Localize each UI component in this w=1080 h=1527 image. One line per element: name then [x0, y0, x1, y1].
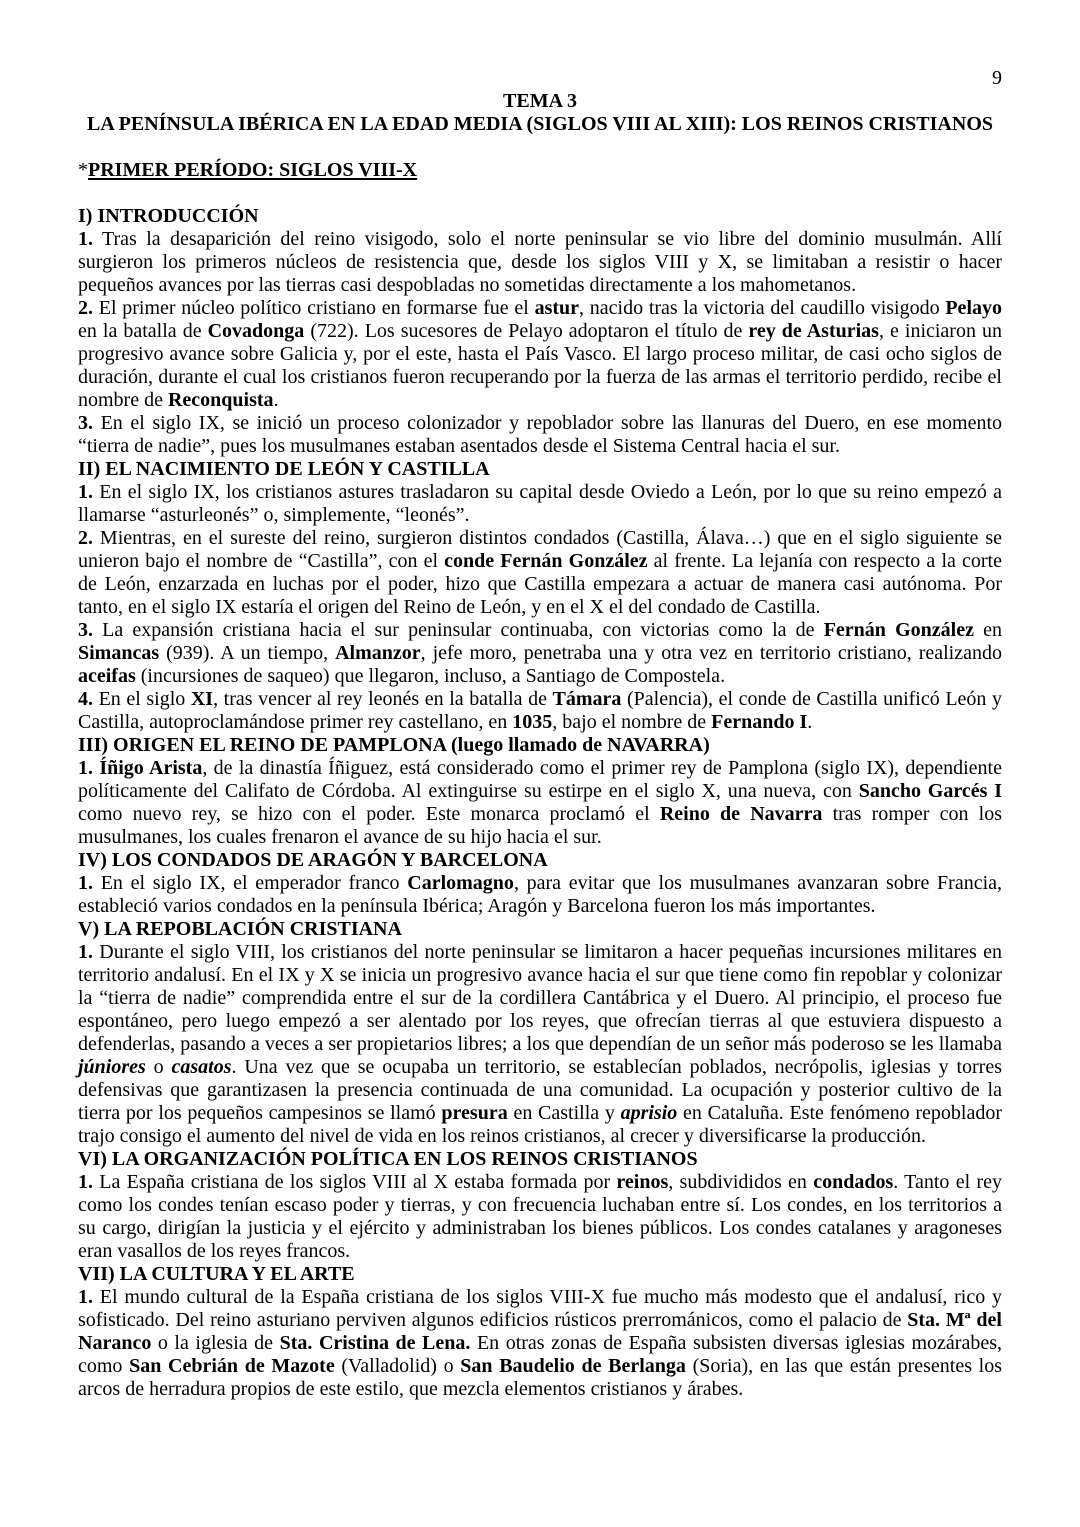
- section-introduccion: [78, 205, 1002, 458]
- key-term: rey de Asturias: [748, 320, 879, 342]
- paragraph-number: 3.: [78, 412, 93, 434]
- paragraph-number: 1.: [78, 757, 93, 779]
- page-title: LA PENÍNSULA IBÉRICA EN LA EDAD MEDIA (SIGLOS VIII AL XIII): LOS REINOS CRISTIANOS: [87, 113, 993, 135]
- paragraph-text: (incursiones de saqueo) que llegaron, incluso, a Santiago de Compostela.: [135, 665, 726, 687]
- section-organizacion-politica: [78, 1148, 1002, 1263]
- paragraph-text: (Valladolid) o: [334, 1355, 461, 1377]
- key-term-italic: júniores: [78, 1056, 146, 1078]
- key-term: Fernán González: [823, 619, 974, 641]
- key-term-italic: casatos: [171, 1056, 232, 1078]
- paragraph-text: , de la dinastía Íñiguez, está considerado como el primer rey de Pamplona (siglo IX), dependiente políticamente del Califato de Córdoba. Al extinguirse su estirpe en el siglo X, una nueva, con: [78, 757, 1002, 802]
- paragraph-text: o: [145, 1056, 172, 1078]
- paragraph-number: 1.: [78, 1171, 93, 1193]
- section-heading-repoblacion: V) LA REPOBLACIÓN CRISTIANA: [78, 918, 402, 940]
- key-term: San Cebrián de Mazote: [129, 1355, 335, 1377]
- paragraph: [78, 527, 1002, 619]
- paragraph-text: en la batalla de: [78, 320, 208, 342]
- key-term: San Baudelio de Berlanga: [460, 1355, 686, 1377]
- paragraph-text: La expansión cristiana hacia el sur peninsular continuaba, con victorias como la de: [93, 619, 824, 641]
- paragraph-text: En otras zonas de España subsisten diversas iglesias mozárabes, como: [78, 1332, 1002, 1377]
- page-number: 9: [992, 67, 1002, 89]
- period-marker: *: [78, 159, 88, 181]
- key-term: Sta. Mª del Naranco: [78, 1309, 1002, 1354]
- section-cultura-arte: [78, 1263, 1002, 1401]
- key-term: Carlomagno: [407, 872, 514, 894]
- paragraph-number: 1.: [78, 1286, 93, 1308]
- key-term: Pelayo: [945, 297, 1002, 319]
- paragraph-text: (722). Los sucesores de Pelayo adoptaron el título de: [304, 320, 749, 342]
- period-heading: [78, 159, 1002, 182]
- paragraph-text: .: [807, 711, 813, 733]
- section-repoblacion: [78, 918, 1002, 1148]
- paragraph-text: En el siglo IX, los cristianos astures trasladaron su capital desde Oviedo a León, por lo que su reino empezó a llamarse “asturleonés” o, simplemente, “leonés”.: [78, 481, 1002, 526]
- section-heading-organizacion-politica: VI) LA ORGANIZACIÓN POLÍTICA EN LOS REINOS CRISTIANOS: [78, 1148, 698, 1170]
- key-term: Támara: [552, 688, 622, 710]
- paragraph-text: , nacido tras la victoria del caudillo visigodo: [579, 297, 946, 319]
- document-body: [78, 90, 1002, 1401]
- paragraph-text: En el siglo: [93, 688, 191, 710]
- paragraph-text: como nuevo rey, se hizo con el poder. Este monarca proclamó el: [78, 803, 660, 825]
- paragraph: [78, 1286, 1002, 1401]
- section-aragon-barcelona: [78, 849, 1002, 918]
- paragraph-text: , bajo el nombre de: [552, 711, 712, 733]
- paragraph-text: , para evitar que los musulmanes avanzaran sobre Francia, estableció varios condados en la península Ibérica; Aragón y Barcelona fueron los más importantes.: [78, 872, 1003, 917]
- paragraph: [78, 412, 1002, 458]
- key-term: Reino de Navarra: [659, 803, 823, 825]
- paragraph-text: En el siglo IX, el emperador franco: [93, 872, 408, 894]
- paragraph-text: . Una vez que se ocupaba un territorio, se establecían poblados, necrópolis, iglesias y torres defensivas que garantizasen la presencia continuada de una comunidad. La ocupación y posterior cultivo de la tierra por los pequeños campesinos se llamó: [78, 1056, 1002, 1124]
- key-term: Íñigo Arista: [93, 757, 203, 779]
- section-heading-cultura-arte: VII) LA CULTURA Y EL ARTE: [78, 1263, 355, 1285]
- key-term: reinos: [616, 1171, 669, 1193]
- paragraph-text: tras romper con los musulmanes, los cuales frenaron el avance de su hijo hacia el sur.: [78, 803, 1002, 848]
- paragraph-text: , subdivididos en: [668, 1171, 814, 1193]
- paragraph: [78, 228, 1002, 297]
- topic-label: TEMA 3: [503, 90, 577, 112]
- section-heading-aragon-barcelona: IV) LOS CONDADOS DE ARAGÓN Y BARCELONA: [78, 849, 548, 871]
- paragraph-text: (Palencia), el conde de Castilla unificó León y Castilla, autoproclamándose primer rey castellano, en: [78, 688, 1002, 733]
- key-term: Fernando I: [711, 711, 808, 733]
- key-term: presura: [441, 1102, 508, 1124]
- paragraph: [78, 619, 1002, 688]
- key-term: Sta. Cristina de Lena.: [279, 1332, 471, 1354]
- paragraph: [78, 872, 1002, 918]
- key-term: astur: [534, 297, 580, 319]
- key-term: condados: [813, 1171, 894, 1193]
- paragraph-number: 2.: [78, 297, 93, 319]
- paragraph-number: 1.: [78, 941, 93, 963]
- paragraph-text: en: [973, 619, 1002, 641]
- paragraph-text: En el siglo IX, se inició un proceso colonizador y repoblador sobre las llanuras del Duero, en ese momento “tierra de nadie”, pues los musulmanes estaban asentados desde el Sistema Central hacia el sur.: [78, 412, 1002, 457]
- paragraph-text: (939). A un tiempo,: [159, 642, 336, 664]
- key-term: 1035: [512, 711, 553, 733]
- paragraph-text: La España cristiana de los siglos VIII al X estaba formada por: [93, 1171, 617, 1193]
- paragraph-number: 3.: [78, 619, 93, 641]
- paragraph-text: , tras vencer al rey leonés en la batalla de: [213, 688, 553, 710]
- section-pamplona: [78, 734, 1002, 849]
- paragraph: [78, 941, 1002, 1148]
- key-term: Sancho Garcés I: [858, 780, 1002, 802]
- section-heading-introduccion: I) INTRODUCCIÓN: [78, 205, 259, 227]
- key-term: aceifas: [78, 665, 136, 687]
- paragraph-text: .: [273, 389, 279, 411]
- section-heading-pamplona: III) ORIGEN EL REINO DE PAMPLONA (luego llamado de NAVARRA): [78, 734, 710, 756]
- paragraph: [78, 297, 1002, 412]
- paragraph-text: Durante el siglo VIII, los cristianos del norte peninsular se limitaron a hacer pequeñas incursiones militares en territorio andalusí. En el IX y X se inicia un progresivo avance hacia el sur que tiene como fin repoblar y colonizar la “tierra de nadie” comprendida entre el sur de la cordillera Cantábrica y el Duero. Al principio, el proceso fue espontáneo, pero luego empezó a ser alentado por los reyes, que ofrecían tierras al que estuviera dispuesto a defenderlas, pasando a veces a ser propietarios libres; a los que dependían de un señor más poderoso se les llamaba: [78, 941, 1002, 1055]
- paragraph: [78, 1171, 1002, 1263]
- section-heading-leon-castilla: II) EL NACIMIENTO DE LEÓN Y CASTILLA: [78, 458, 490, 480]
- paragraph-text: El mundo cultural de la España cristiana de los siglos VIII-X fue mucho más modesto que el andalusí, rico y sofisticado. Del reino asturiano perviven algunos edificios rústicos prerrománicos, como el palacio de: [78, 1286, 1002, 1331]
- paragraph-text: al frente. La lejanía con respecto a la corte de León, enzarzada en luchas por el poder, hizo que Castilla empezara a actuar de manera casi autónoma. Por tanto, en el siglo IX estaría el origen del Reino de León, y en el X el del condado de Castilla.: [78, 550, 1002, 618]
- period-title: PRIMER PERÍODO: SIGLOS VIII-X: [88, 159, 418, 181]
- paragraph-text: , jefe moro, penetraba una y otra vez en territorio cristiano, realizando: [420, 642, 1002, 664]
- paragraph-text: en Castilla y: [507, 1102, 621, 1124]
- paragraph-text: El primer núcleo político cristiano en formarse fue el: [93, 297, 535, 319]
- paragraph-number: 2.: [78, 527, 93, 549]
- section-leon-castilla: [78, 458, 1002, 734]
- paragraph-text: en Cataluña. Este fenómeno repoblador trajo consigo el aumento del nivel de vida en los reinos cristianos, al crecer y diversificarse la producción.: [78, 1102, 1002, 1147]
- paragraph-number: 1.: [78, 228, 93, 250]
- key-term: Reconquista: [167, 389, 274, 411]
- key-term: Almanzor: [335, 642, 421, 664]
- paragraph-number: 4.: [78, 688, 93, 710]
- paragraph-text: (Soria), en las que están presentes los arcos de herradura propios de este estilo, que mezcla elementos cristianos y árabes.: [78, 1355, 1003, 1400]
- key-term: Covadonga: [207, 320, 305, 342]
- key-term-italic: aprisio: [620, 1102, 678, 1124]
- paragraph-text: Mientras, en el sureste del reino, surgieron distintos condados (Castilla, Álava…) que en el siglo siguiente se unieron bajo el nombre de “Castilla”, con el: [78, 527, 1002, 572]
- paragraph-text: Tras la desaparición del reino visigodo, solo el norte peninsular se vio libre del dominio musulmán. Allí surgieron los primeros núcleos de resistencia que, desde los siglos VIII y X, se limitaban a resistir o hacer pequeños avances por las tierras casi despobladas no sometidas directamente a los mahometanos.: [78, 228, 1002, 296]
- key-term: XI: [190, 688, 214, 710]
- paragraph-number: 1.: [78, 481, 93, 503]
- paragraph-text: , e iniciaron un progresivo avance sobre Galicia y, por el este, hasta el País Vasco. El largo proceso militar, de casi ocho siglos de duración, durante el cual los cristianos fueron recuperando por la fuerza de las armas el territorio perdido, recibe el nombre de: [78, 320, 1002, 411]
- paragraph-number: 1.: [78, 872, 93, 894]
- paragraph: [78, 481, 1002, 527]
- paragraph: [78, 688, 1002, 734]
- key-term: Simancas: [78, 642, 160, 664]
- paragraph: [78, 757, 1002, 849]
- paragraph-text: o la iglesia de: [151, 1332, 280, 1354]
- key-term: conde Fernán González: [444, 550, 648, 572]
- paragraph-text: . Tanto el rey como los condes tenían escaso poder y tierras, y con frecuencia luchaban entre sí. Los condes, en los territorios a su cargo, dirigían la justicia y el ejército y administraban los bienes públicos. Los condes catalanes y aragoneses eran vasallos de los reyes francos.: [78, 1171, 1002, 1262]
